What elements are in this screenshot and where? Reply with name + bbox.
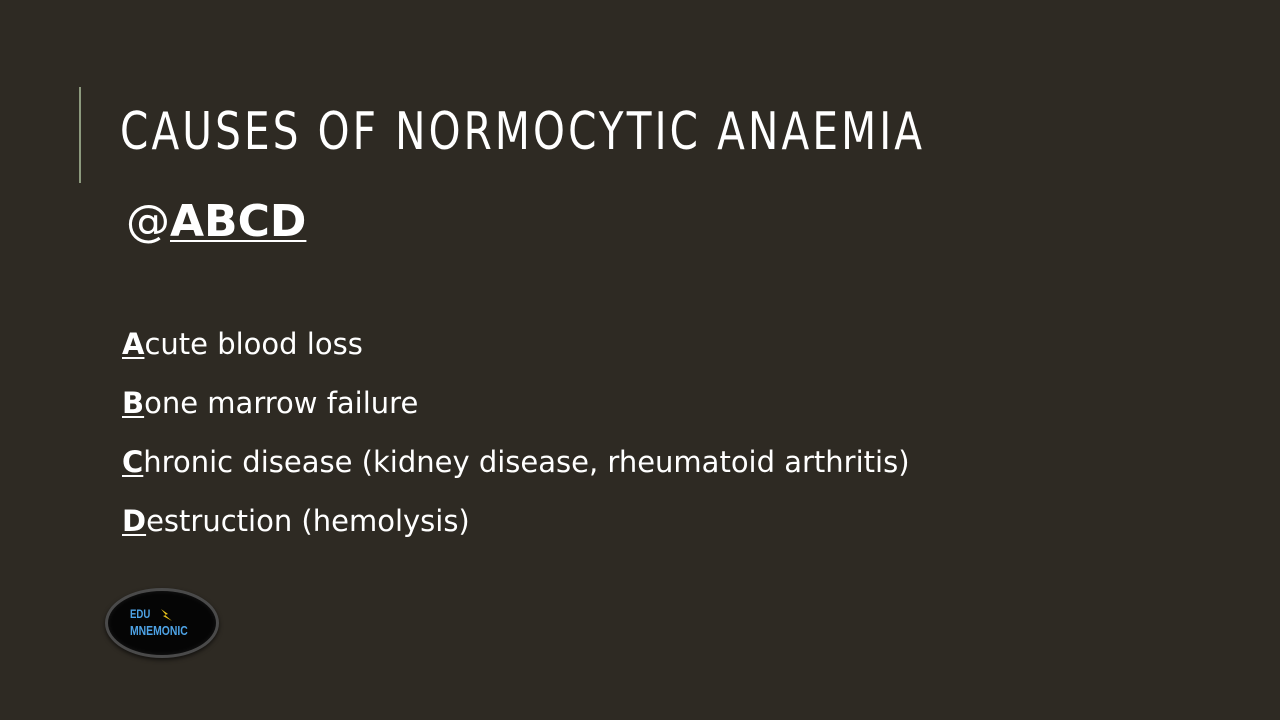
- list-item: [122, 499, 910, 558]
- slide-title: CAUSES OF NORMOCYTIC ANAEMIA: [120, 102, 926, 162]
- item-letter: B: [122, 386, 145, 420]
- item-text: one marrow failure: [144, 386, 419, 420]
- list-item: [122, 381, 910, 440]
- item-text: estruction (hemolysis): [146, 504, 470, 538]
- logo-text-line2: MNEMONIC: [130, 623, 188, 638]
- item-letter: C: [122, 445, 144, 479]
- logo-text-line1: EDU: [130, 607, 151, 621]
- lightning-bolt-icon: [158, 608, 174, 622]
- mnemonic-word: ABCD: [170, 196, 307, 247]
- item-text: hronic disease (kidney disease, rheumatoid arthritis): [143, 445, 910, 479]
- mnemonic-prefix: @: [126, 196, 170, 247]
- mnemonic-heading: [126, 198, 306, 246]
- causes-list: [122, 322, 910, 558]
- title-accent-bar: [79, 87, 81, 183]
- list-item: [122, 322, 910, 381]
- list-item: [122, 440, 910, 499]
- item-text: cute blood loss: [144, 327, 363, 361]
- item-letter: D: [122, 504, 147, 538]
- item-letter: A: [122, 327, 145, 361]
- edu-mnemonic-logo: [105, 588, 219, 658]
